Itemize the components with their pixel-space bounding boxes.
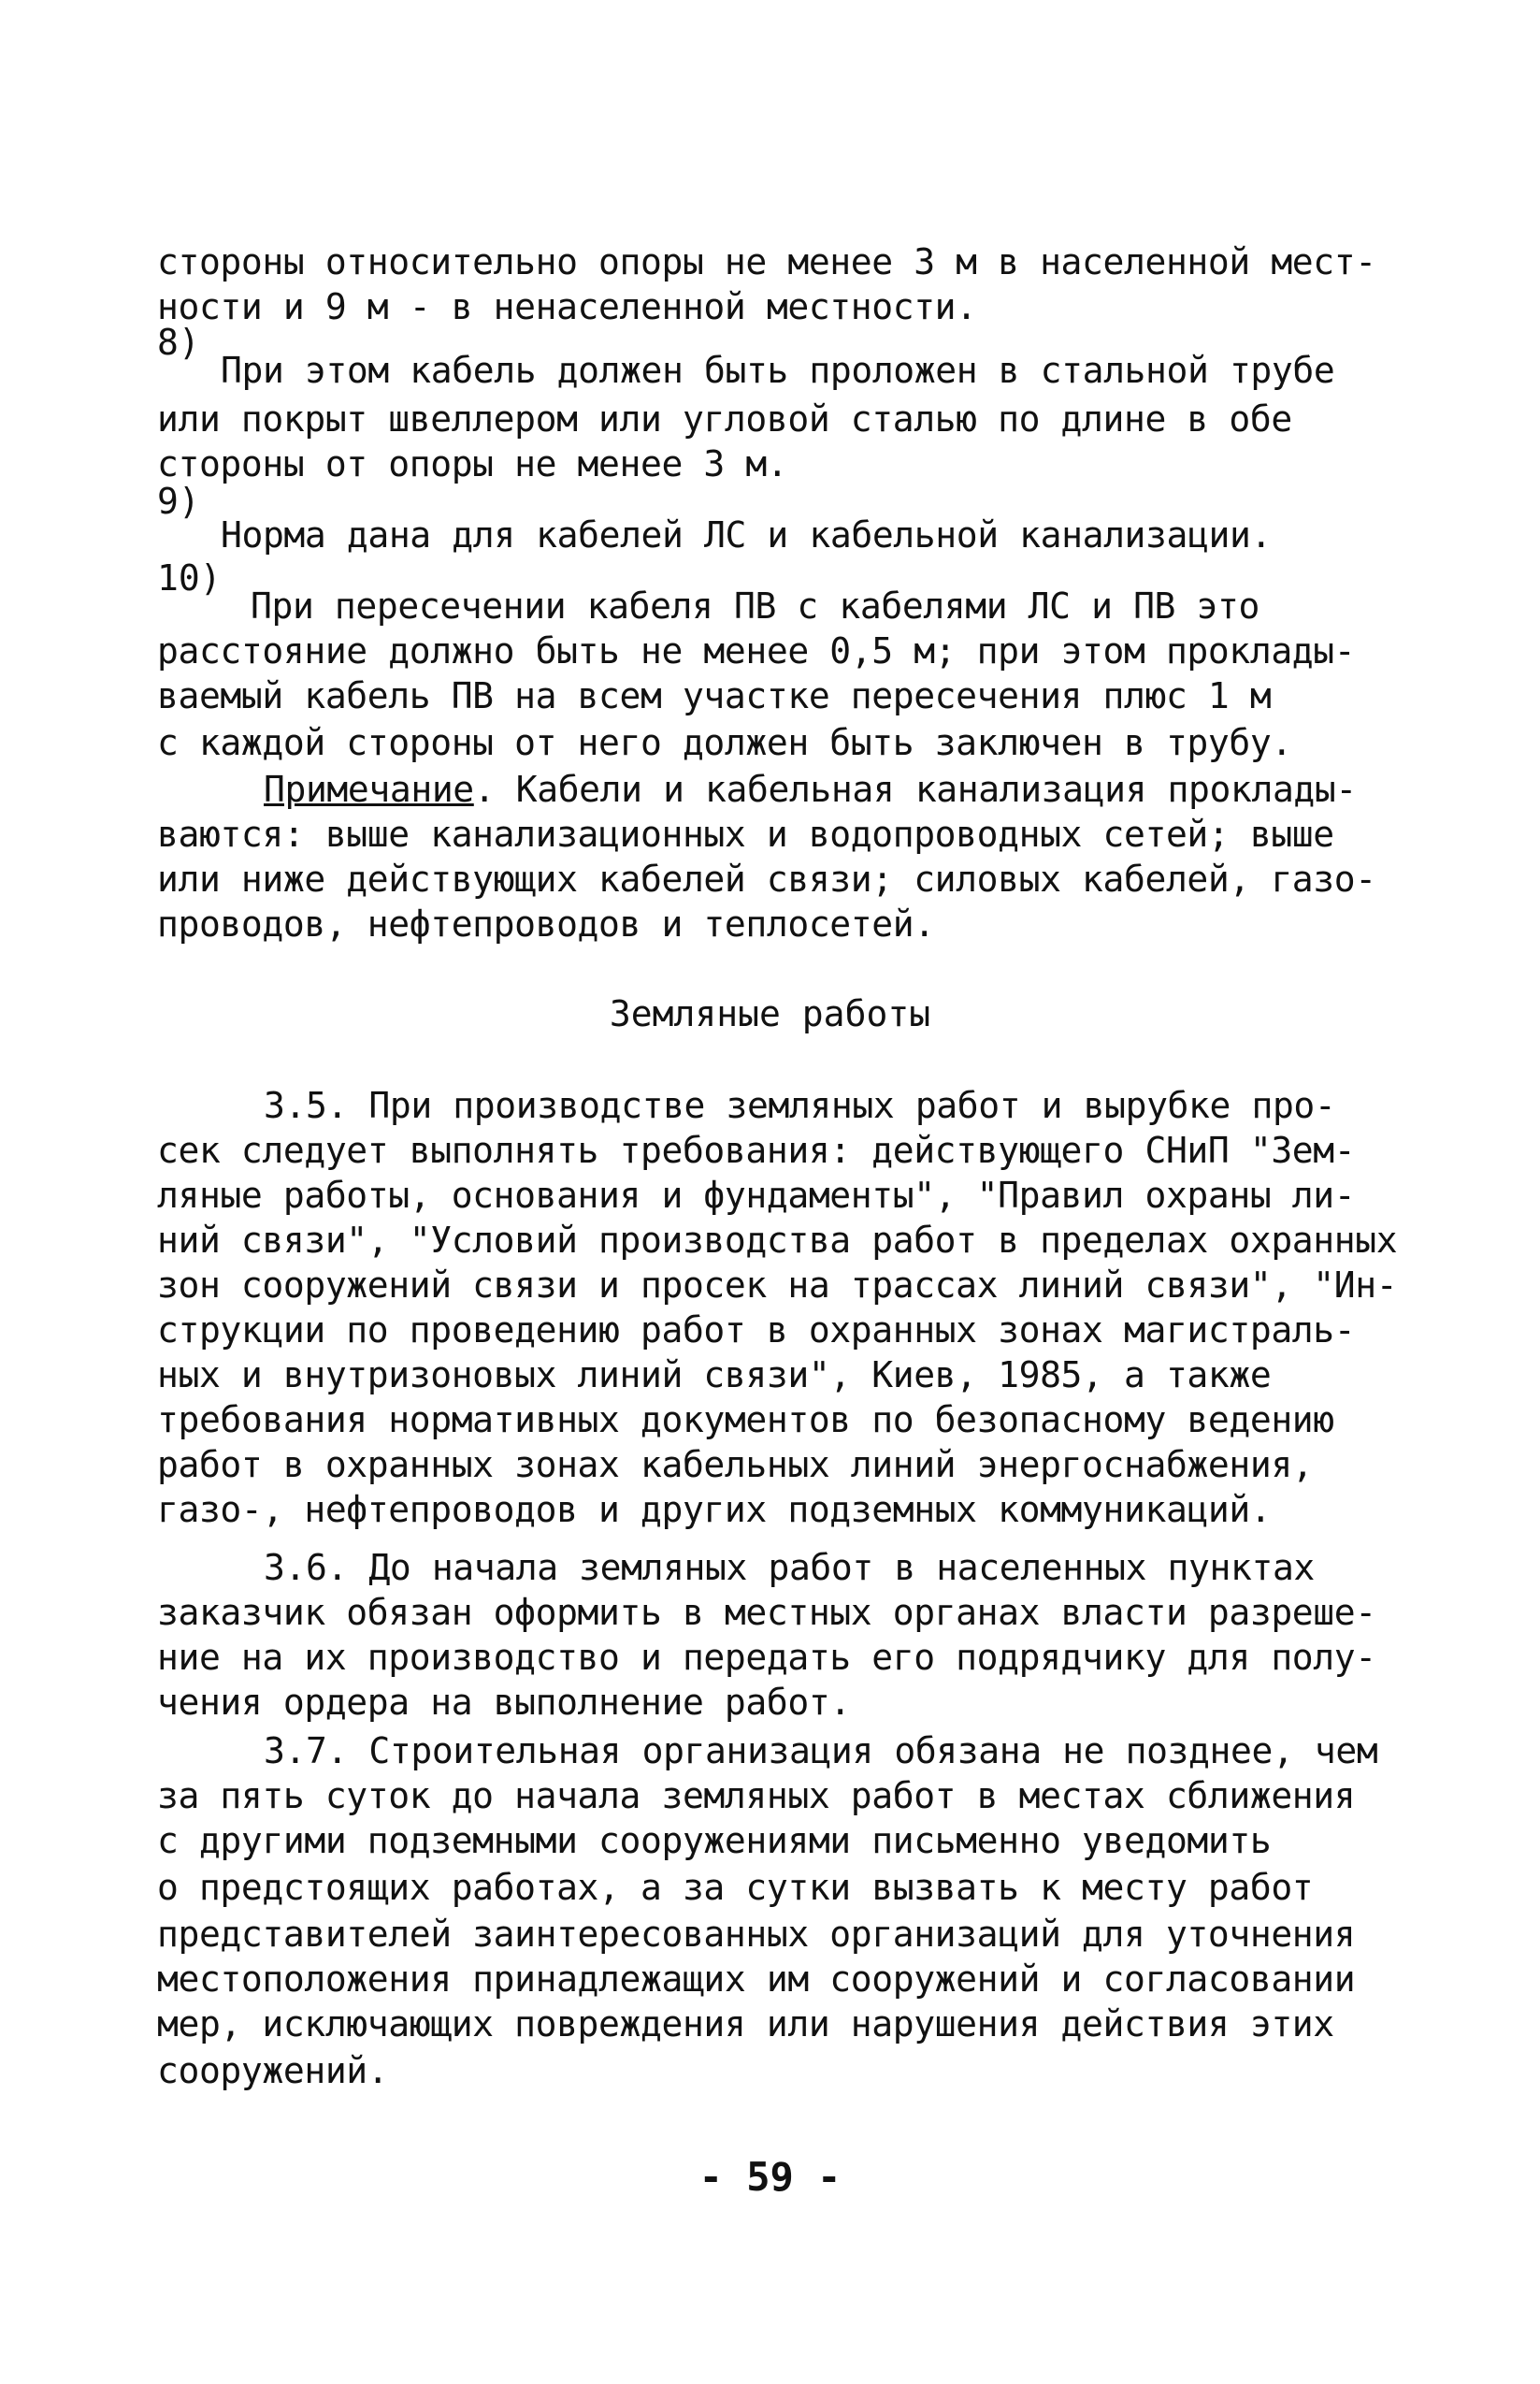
text-line: ных и внутризоновых линий связи", Киев, 1985, а также xyxy=(157,1354,1272,1395)
text-line: заказчик обязан оформить в местных органах власти разреше- xyxy=(157,1592,1376,1633)
text-line: газо-, нефтепроводов и других подземных коммуникаций. xyxy=(157,1489,1272,1530)
page-number: - 59 - xyxy=(698,2154,842,2200)
text-line: При пересечении кабеля ПВ с кабелями ЛС и ПВ это xyxy=(251,585,1259,627)
text-line: При этом кабель должен быть проложен в стальной трубе xyxy=(221,350,1335,391)
remark-first-line xyxy=(264,767,1401,812)
footnote-number-9: 9) xyxy=(157,481,200,522)
text-line: за пять суток до начала земляных работ в местах сближения xyxy=(157,1775,1356,1816)
text-line: зон сооружений связи и просек на трассах линий связи", "Ин- xyxy=(157,1264,1398,1306)
text-line: местоположения принадлежащих им сооружений и согласовании xyxy=(157,1958,1356,2000)
remark-first-line-rest: . Кабели и кабельная канализация проклады- xyxy=(473,769,1357,810)
text-line: о предстоящих работах, а за сутки вызвать к месту работ xyxy=(157,1867,1314,1908)
text-line: струкции по проведению работ в охранных зонах магистраль- xyxy=(157,1309,1356,1351)
text-line: представителей заинтересованных организаций для уточнения xyxy=(157,1914,1356,1955)
text-line: мер, исключающих повреждения или нарушения действия этих xyxy=(157,2003,1334,2044)
text-line: Норма дана для кабелей ЛС и кабельной канализации. xyxy=(221,514,1272,556)
text-line: с каждой стороны от него должен быть заключен в трубу. xyxy=(157,722,1292,763)
text-line: проводов, нефтепроводов и теплосетей. xyxy=(157,903,935,945)
remark-label: Примечание xyxy=(264,769,474,810)
text-line: ние на их производство и передать его подрядчику для полу- xyxy=(157,1637,1376,1678)
text-line: ний связи", "Условий производства работ в пределах охранных xyxy=(157,1220,1398,1261)
text-line: ности и 9 м - в ненаселенной местности. xyxy=(157,286,977,327)
text-line: или ниже действующих кабелей связи; силовых кабелей, газо- xyxy=(157,859,1376,900)
text-line: стороны от опоры не менее 3 м. xyxy=(157,443,788,484)
text-line: или покрыт швеллером или угловой сталью по длине в обе xyxy=(157,398,1292,440)
text-line: 3.6. До начала земляных работ в населенных пунктах xyxy=(264,1547,1315,1588)
text-line: ваемый кабель ПВ на всем участке пересечения плюс 1 м xyxy=(157,675,1272,716)
text-line: чения ордера на выполнение работ. xyxy=(157,1682,851,1723)
text-line: с другими подземными сооружениями письменно уведомить xyxy=(157,1820,1272,1861)
text-line: 3.7. Строительная организация обязана не позднее, чем xyxy=(264,1730,1378,1771)
text-line: сооружений. xyxy=(157,2050,389,2091)
footnote-number-8: 8) xyxy=(157,322,200,363)
text-line: ваются: выше канализационных и водопроводных сетей; выше xyxy=(157,814,1334,855)
section-title: Земляные работы xyxy=(609,993,931,1034)
text-line: стороны относительно опоры не менее 3 м в населенной мест- xyxy=(157,241,1376,282)
text-line: расстояние должно быть не менее 0,5 м; при этом проклады- xyxy=(157,630,1356,672)
text-line: сек следует выполнять требования: действующего СНиП "Зем- xyxy=(157,1130,1356,1171)
text-line: работ в охранных зонах кабельных линий энергоснабжения, xyxy=(157,1444,1314,1485)
footnote-number-10: 10) xyxy=(157,557,222,599)
text-line: требования нормативных документов по безопасному ведению xyxy=(157,1399,1334,1440)
text-line: 3.5. При производстве земляных работ и вырубке про- xyxy=(264,1085,1336,1126)
text-line: ляные работы, основания и фундаменты", "Правил охраны ли- xyxy=(157,1175,1356,1216)
